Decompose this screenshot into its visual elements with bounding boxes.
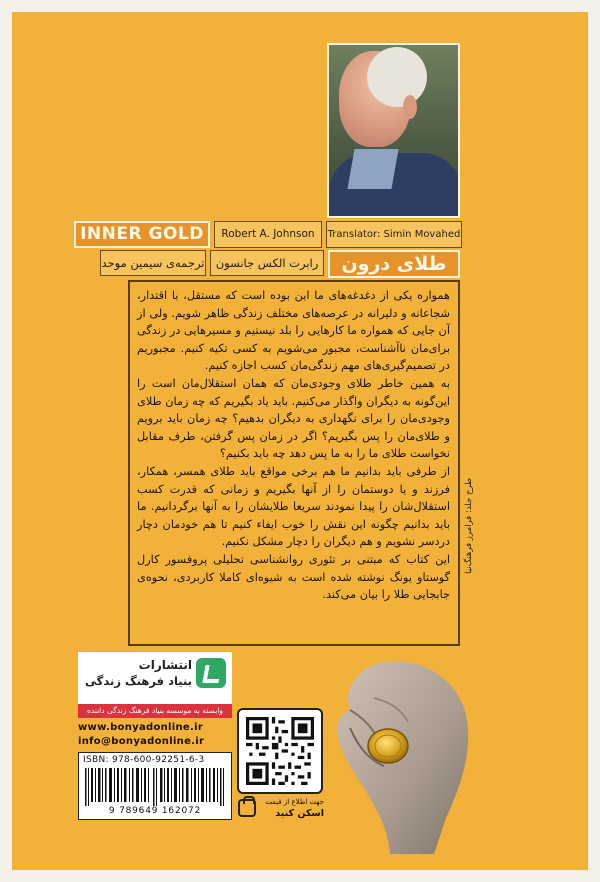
author-photo xyxy=(327,43,460,218)
title-persian: طلای درون xyxy=(328,250,460,278)
photo-hair xyxy=(367,47,427,107)
publisher-box xyxy=(78,652,232,708)
barcode-icon xyxy=(83,768,227,806)
qr-caption-small: جهت اطلاع از قیمت xyxy=(265,798,324,806)
cover-design-credit: طرح جلد: فرامرز فرهنگ‌نیا xyxy=(464,478,474,574)
photo-ear xyxy=(403,95,417,119)
publisher-name-line2: بنیاد فرهنگ زندگی xyxy=(85,674,192,688)
paragraph: این کتاب که مبتنی بر تئوری روانشناسی تحلیلی پروفسور کارل گوستاو یونگ نوشته شده است به شیوه‌ای کاملا کاربردی، نحوه‌ی جابجایی طلا را بیان می‌کند. xyxy=(137,552,450,602)
paragraph: از طرفی باید بدانیم ما هم برخی مواقع باید طلای همسر، همکار، فرزند و یا دوستمان را از آنها بگیریم و زمانی که قدرت کسب استقلال‌شان را پیدا نمودند سریعا طلایشان را به آنها برگردانیم. ما باید بدانیم چگونه این نقش را خوب ایفاء کنیم تا هم خودمان دچار دردسر نشویم و هم دیگران را دچار مشکل نکنیم. xyxy=(137,464,450,549)
isbn-barcode-box xyxy=(78,752,232,820)
publisher-website[interactable]: www.bonyadonline.ir xyxy=(78,722,204,733)
translator-persian: ترجمه‌ی سیمین موحد xyxy=(100,250,206,276)
qr-caption xyxy=(238,798,324,820)
photo-shirt xyxy=(347,149,398,189)
paragraph: به همین خاطر طلای وجودی‌مان که همان استقلال‌مان است را این‌گونه به دیگران واگذار می‌کنیم. باید یاد بگیریم که چه زمان طلای وجودی‌مان را برای نگهداری به دیگران بدهیم؟ چه زمان باید برویم و طلای‌مان را پس بگیریم؟ اگر در زمان پس گرفتن، طرف مقابل نخواست طلای ما را به ما پس دهد چه باید بکنیم؟ xyxy=(137,376,450,461)
hand-holding-coin-image xyxy=(330,658,472,854)
publisher-email[interactable]: info@bonyadonline.ir xyxy=(78,736,205,747)
barcode-number: 9 789649 162072 xyxy=(108,806,202,816)
book-back-cover xyxy=(12,12,588,870)
publisher-affiliation: وابسته به موسسه بنیاد فرهنگ زندگی داننده xyxy=(78,704,232,718)
qr-code-frame[interactable] xyxy=(237,708,323,794)
author-english: Robert A. Johnson xyxy=(214,221,322,248)
paragraph: همواره یکی از دغدغه‌های ما این بوده است که مستقل، با اقتدار، شجاعانه و دلیرانه در عرصه‌های مختلف زندگی ظاهر شویم. ولی از آن جایی که همواره ما کارهایی را بلد نیستیم و مسیرهایی در زندگی برای‌مان ناآشناست، مجبور می‌شویم به کسی تکیه کنیم. مجبوریم در تصمیم‌گیری‌های مهم زندگی‌مان کسب اجازه کنیم. xyxy=(137,289,450,373)
qr-code-icon xyxy=(246,717,314,785)
qr-caption-main: اسکن کنید xyxy=(275,808,324,819)
publisher-name-line1: انتشارات xyxy=(138,658,192,672)
description-text xyxy=(128,280,460,646)
publisher-logo-icon xyxy=(196,658,226,688)
translator-english: Translator: Simin Movahed xyxy=(326,221,462,248)
isbn-label: ISBN: 978-600-92251-6-3 xyxy=(83,755,205,765)
author-persian: رابرت الکس جانسون xyxy=(210,250,324,276)
title-english: INNER GOLD xyxy=(74,221,210,248)
